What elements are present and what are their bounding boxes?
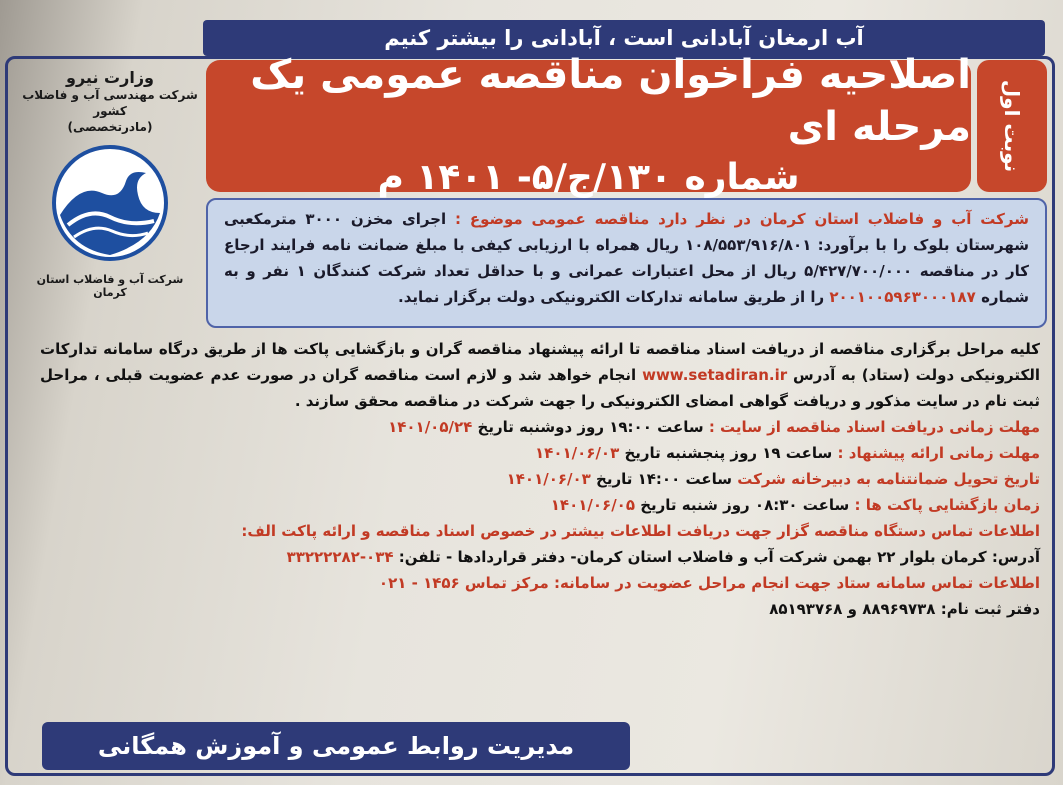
nobat-label: نوبت اول	[1000, 79, 1024, 173]
notice-number: شماره ۱۳۰/ج/۵- ۱۴۰۱ م	[377, 157, 800, 198]
deadline-value: ساعت ۱۴:۰۰ تاریخ	[596, 470, 732, 488]
registration-office: دفتر ثبت نام: ۸۸۹۶۹۷۳۸ و ۸۵۱۹۳۷۶۸	[769, 600, 1040, 618]
ministry-name: وزارت نیرو	[66, 68, 154, 87]
deadline-value: ساعت ۱۹ روز پنجشنبه تاریخ	[624, 444, 833, 462]
parent-company-line2: کشور	[93, 104, 127, 118]
deadline-date: ۱۴۰۱/۰۶/۰۳	[506, 470, 591, 488]
phone-number: ۰۳۴-۳۳۲۲۲۲۸۲	[286, 548, 394, 566]
deadline-date: ۱۴۰۱/۰۶/۰۳	[535, 444, 620, 462]
issuer-panel	[18, 60, 202, 324]
deadline-label: زمان بازگشایی پاکت ها :	[854, 496, 1040, 514]
public-relations-banner: مدیریت روابط عمومی و آموزش همگانی	[42, 722, 630, 770]
water-wave-logo-icon	[50, 143, 170, 263]
parent-company-line3: (مادرتخصصی)	[67, 120, 153, 134]
deadline-label: مهلت زمانی دریافت اسناد مناقصه از سایت :	[708, 418, 1040, 436]
slogan-banner: آب ارمغان آبادانی است ، آبادانی را بیشتر کنیم	[203, 20, 1045, 56]
notice-title-box	[206, 52, 971, 198]
setad-contact-row	[40, 570, 1040, 596]
issuer-company-name: شرکت آب و فاضلاب استان کرمان	[36, 273, 184, 299]
setad-contact-number: ۱۴۵۶ - ۰۲۱	[378, 574, 460, 592]
address-row	[40, 544, 1040, 570]
deadline-row-documents	[40, 414, 1040, 440]
deadline-label: مهلت زمانی ارائه پیشنهاد :	[837, 444, 1040, 462]
summary-tail: را از طریق سامانه تدارکات الکترونیکی دولت برگزار نماید.	[398, 288, 825, 306]
deadline-row-guarantee	[40, 466, 1040, 492]
tender-reference-number: ۲۰۰۱۰۰۵۹۶۳۰۰۰۱۸۷	[829, 288, 976, 306]
notice-title: اصلاحیه فراخوان مناقصه عمومی یک مرحله ای	[250, 52, 971, 150]
deadline-value: ساعت ۰۸:۳۰ روز شنبه تاریخ	[640, 496, 850, 514]
address-text: آدرس: کرمان بلوار ۲۲ بهمن شرکت آب و فاضلاب استان کرمان- دفتر قراردادها - تلفن:	[398, 548, 1040, 566]
procedure-paragraph	[40, 336, 1040, 414]
deadline-date: ۱۴۰۱/۰۵/۲۴	[388, 418, 473, 436]
deadline-label: تاریخ تحویل ضمانتنامه به دبیرخانه شرکت	[737, 470, 1040, 488]
summary-text: اجرای مخزن ۳۰۰۰ مترمکعبی شهرستان بلوک را با برآورد: ۱۰۸/۵۵۳/۹۱۶/۸۰۱ ریال همراه با ارزیابی کیفی با مبلغ ضمانت نامه فرایند ارجاع کار در مناقصه ۵/۴۲۷/۷۰۰/۰۰۰ ریال از محل اعتبارات عمرانی و با حداقل تعداد شرکت کنندگان ۱ نفر و به شماره	[224, 210, 1029, 306]
contact-heading: اطلاعات تماس دستگاه مناقصه گزار جهت دریافت اطلاعات بیشتر در خصوص اسناد مناقصه و ارائه پاکت الف:	[241, 522, 1040, 540]
deadline-date: ۱۴۰۱/۰۶/۰۵	[550, 496, 635, 514]
setad-contact-label: اطلاعات تماس سامانه ستاد جهت انجام مراحل عضویت در سامانه: مرکز تماس	[464, 574, 1040, 592]
summary-lead: شرکت آب و فاضلاب استان کرمان در نظر دارد مناقصه عمومی موضوع :	[454, 210, 1029, 228]
deadline-row-opening	[40, 492, 1040, 518]
setad-url-link[interactable]: www.setadiran.ir	[642, 366, 788, 384]
procedure-text-b: انجام خواهد شد و لازم است مناقصه گران در صورت عدم عضویت قبلی ، مراحل ثبت نام در سایت مذکور و دریافت گواهی امضای الکترونیکی را جهت شرکت در مناقصه محقق سازند .	[40, 366, 1040, 410]
tender-details	[40, 336, 1040, 721]
deadline-row-proposal	[40, 440, 1040, 466]
nobat-badge	[977, 60, 1047, 192]
tender-summary	[206, 198, 1047, 328]
parent-company-line1: شرکت مهندسی آب و فاضلاب	[22, 88, 198, 102]
procedure-text-a: کلیه مراحل برگزاری مناقصه از دریافت اسناد مناقصه تا ارائه پیشنهاد مناقصه گران و بازگشایی پاکت ها از طریق درگاه سامانه تدارکات الکترونیکی دولت (ستاد) به آدرس	[40, 340, 1040, 384]
deadline-value: ساعت ۱۹:۰۰ روز دوشنبه تاریخ	[477, 418, 704, 436]
